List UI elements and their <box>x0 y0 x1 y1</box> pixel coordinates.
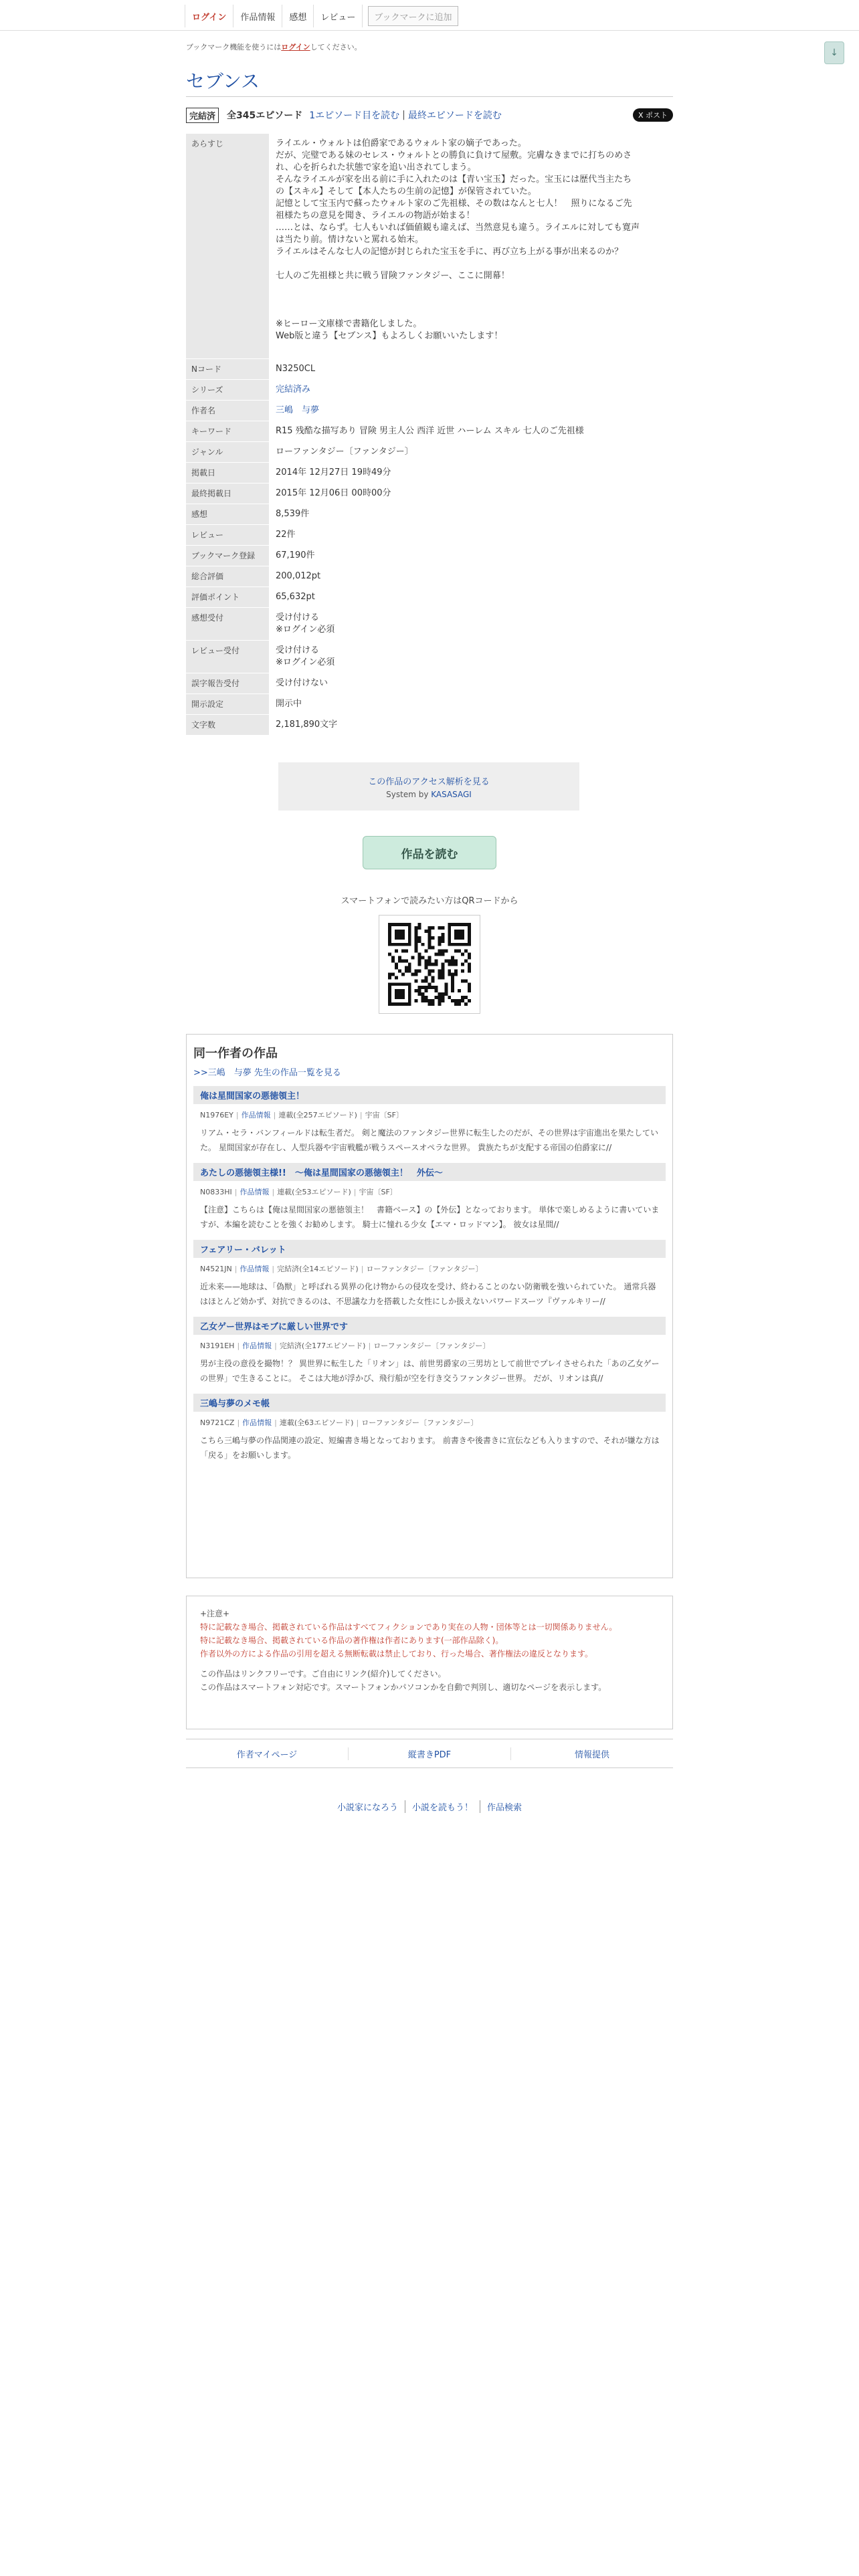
work-meta: N4521JN | 作品情報 | 完結済(全14エピソード) | ローファンタジー〔ファンタジー〕 <box>200 1265 483 1273</box>
work-info-link[interactable]: 作品情報 <box>242 1341 272 1350</box>
x-post-button[interactable]: X ポスト <box>633 108 673 122</box>
vertical-pdf-link[interactable]: 縦書きPDF <box>348 1747 510 1760</box>
info-label: 最終掲載日 <box>186 483 269 504</box>
work-meta: N3191EH | 作品情報 | 完結済(全177エピソード) | ローファンタジー〔ファンタジー〕 <box>200 1341 490 1350</box>
synopsis-line: そんなライエルが家を出る前に手に入れたのは【青い宝玉】だった。宝玉には歴代当主たち <box>276 175 632 185</box>
info-label: 総合評価 <box>186 566 269 586</box>
synopsis-line: ……とは、ならず。七人もいれば価値観も違えば、当然意見も違う。ライエルに対しても寛声 <box>276 223 640 233</box>
work-status: 連載(全63エピソード) <box>279 1418 354 1427</box>
info-label: 感想受付 <box>186 607 269 640</box>
nav-login[interactable]: ログイン <box>185 5 233 27</box>
work-meta: N1976EY | 作品情報 | 連載(全257エピソード) | 宇宙〔SF〕 <box>200 1111 403 1119</box>
info-label: 誤字報告受付 <box>186 673 269 693</box>
synopsis-line: 七人のご先祖様と共に戦う冒険ファンタジー、ここに開幕！ <box>276 271 510 281</box>
system-prefix: System by <box>386 790 432 799</box>
work-summary: 男が主役の意役を撮物！？ 異世界に転生した「リオン」は、前世男爵家の三男坊として前世でプレイさせられた「あの乙女ゲーの世界」で生きることに。 そこは大地が浮かび、飛行船が空を行き交うファンタジー世界。 だが、リオンは真// <box>200 1359 660 1383</box>
info-row-synopsis <box>186 134 673 358</box>
bookmark-notice-text: ブックマーク機能を使うには <box>186 43 282 51</box>
work-info-link[interactable]: 作品情報 <box>240 1265 270 1273</box>
bookmark-notice-text-after: してください。 <box>310 43 362 51</box>
info-value-note: ※ログイン必須 <box>276 624 335 635</box>
work-item <box>193 1086 666 1155</box>
info-label: レビュー受付 <box>186 640 269 673</box>
qr-code-icon <box>388 923 471 1006</box>
work-ncode: N3191EH <box>200 1341 235 1350</box>
work-title-link[interactable]: 乙女ゲー世界はモブに厳しい世界です <box>193 1317 666 1335</box>
bookmark-add-button[interactable]: ブックマークに追加 <box>368 6 458 26</box>
work-info-link[interactable]: 作品情報 <box>240 1188 270 1196</box>
synopsis-line: は当たり前。情けないと罵れる始末。 <box>276 235 424 245</box>
info-value-cell <box>269 714 673 735</box>
info-label: レビュー <box>186 524 269 545</box>
info-value: 2015年 12月06日 00時00分 <box>276 488 391 498</box>
info-row <box>186 462 673 483</box>
info-value-cell <box>269 358 673 379</box>
info-row <box>186 379 673 400</box>
last-episode-link[interactable]: 最終エピソードを読む <box>407 110 502 121</box>
info-value-cell <box>269 640 673 673</box>
work-ncode: N4521JN <box>200 1265 232 1273</box>
work-status: 連載(全53エピソード) <box>277 1188 351 1196</box>
info-label: 評価ポイント <box>186 586 269 607</box>
work-ncode: N0833HI <box>200 1188 232 1196</box>
author-works-list-link[interactable]: >>三嶋 与夢 先生の作品一覧を見る <box>193 1068 341 1078</box>
report-info-link[interactable]: 情報提供 <box>510 1747 673 1760</box>
info-value-cell <box>269 607 673 640</box>
work-title-link[interactable]: あたしの悪徳領主様!! ～俺は星間国家の悪徳領主！ 外伝～ <box>193 1163 666 1181</box>
work-status: 完結済(全14エピソード) <box>277 1265 359 1273</box>
synopsis-line: 記憶として宝玉内で蘇ったウォルト家のご先祖様、その数はなんと七人！ 照りになるご先 <box>276 199 632 209</box>
nav-review[interactable]: レビュー <box>314 5 363 27</box>
info-value: ローファンタジー〔ファンタジー〕 <box>276 446 413 457</box>
bookmark-notice <box>186 41 362 52</box>
work-item <box>193 1163 666 1232</box>
episode-separator: | <box>402 110 405 120</box>
info-row <box>186 441 673 462</box>
title-divider <box>186 96 673 97</box>
work-genre: 宇宙〔SF〕 <box>359 1188 397 1196</box>
top-bar <box>0 0 859 31</box>
nav-work-info[interactable]: 作品情報 <box>233 5 282 27</box>
work-info-table <box>186 134 673 736</box>
status-badge: 完結済 <box>186 108 219 123</box>
synopsis-line: の【スキル】そして【本人たちの生前の記憶】が保管されていた。 <box>276 187 537 197</box>
info-value-cell <box>269 586 673 607</box>
work-info-link[interactable]: 作品情報 <box>242 1418 272 1427</box>
notice-box <box>186 1596 673 1729</box>
info-label: キーワード <box>186 421 269 441</box>
info-label: ブックマーク登録 <box>186 545 269 566</box>
info-label: 作者名 <box>186 400 269 421</box>
novel-title: セブンス <box>186 70 260 92</box>
info-row <box>186 640 673 673</box>
info-value-cell <box>269 483 673 504</box>
info-value-cell <box>269 379 673 400</box>
yomou-link[interactable]: 小説を読もう！ <box>405 1800 480 1813</box>
info-value-link[interactable]: 完結済み <box>276 384 311 395</box>
info-value-cell <box>269 462 673 483</box>
synopsis-line: れ、心を折られた状態で家を追い出されてしまう。 <box>276 163 476 173</box>
qr-code <box>379 915 480 1014</box>
notice-heading: +注意+ <box>200 1609 230 1618</box>
synopsis-text <box>269 134 673 358</box>
notice-red-line: 作者以外の方による作品の引用を超える無断転載は禁止しており、行った場合、著作権法の違反となります。 <box>200 1649 593 1658</box>
info-row <box>186 566 673 586</box>
work-item <box>193 1240 666 1309</box>
work-title-link[interactable]: フェアリー・バレット <box>193 1240 666 1258</box>
work-genre: 宇宙〔SF〕 <box>365 1111 403 1119</box>
nav-impressions[interactable]: 感想 <box>282 5 314 27</box>
info-value-cell <box>269 400 673 421</box>
access-analysis-box <box>278 762 579 811</box>
same-author-works <box>186 1034 673 1578</box>
work-status: 連載(全257エピソード) <box>278 1111 357 1119</box>
info-value-cell <box>269 421 673 441</box>
synopsis-line <box>276 306 666 318</box>
info-label: ジャンル <box>186 441 269 462</box>
work-info-link[interactable]: 作品情報 <box>241 1111 271 1119</box>
info-value-cell <box>269 545 673 566</box>
info-value: 22件 <box>276 529 296 540</box>
work-genre: ローファンタジー〔ファンタジー〕 <box>361 1418 478 1427</box>
episode-count: 全345エピソード <box>227 110 303 121</box>
work-title-link[interactable]: 三嶋与夢のメモ帳 <box>193 1394 666 1412</box>
author-mypage-link[interactable]: 作者マイページ <box>236 1749 298 1760</box>
same-author-heading: 同一作者の作品 <box>193 1047 278 1061</box>
kasasagi-link[interactable]: KASASAGI <box>431 790 472 799</box>
work-item <box>193 1394 666 1463</box>
info-value: 200,012pt <box>276 570 321 581</box>
info-value: 受け付けない <box>276 677 328 688</box>
info-label: 文字数 <box>186 714 269 735</box>
synopsis-line: ※ヒーロー文庫様で書籍化しました。 <box>276 319 422 329</box>
info-row <box>186 714 673 735</box>
info-value: R15 残酷な描写あり 冒険 男主人公 西洋 近世 ハーレム スキル 七人のご先祖様 <box>276 425 584 436</box>
info-label: Nコード <box>186 358 269 379</box>
info-value: 65,632pt <box>276 591 315 602</box>
work-ncode: N9721CZ <box>200 1418 235 1427</box>
info-row <box>186 358 673 379</box>
info-value: 67,190件 <box>276 550 315 560</box>
info-value-cell <box>269 693 673 714</box>
top-nav <box>185 5 458 27</box>
notice-line: この作品はスマートフォン対応です。スマートフォンかパソコンかを自動で判別し、適切なページを表示します。 <box>200 1683 607 1692</box>
notice-line: この作品はリンクフリーです。ご自由にリンク(紹介)してください。 <box>200 1669 446 1679</box>
info-value: 受け付ける <box>276 645 320 655</box>
qr-caption: スマートフォンで読みたい方はQRコードから <box>341 896 518 906</box>
info-value-cell <box>269 504 673 524</box>
works-list <box>193 1086 666 1463</box>
info-label: 開示設定 <box>186 693 269 714</box>
info-value: 開示中 <box>276 698 302 709</box>
work-meta: N9721CZ | 作品情報 | 連載(全63エピソード) | ローファンタジー〔ファンタジー〕 <box>200 1418 478 1427</box>
info-value-note: ※ログイン必須 <box>276 657 335 667</box>
info-row <box>186 524 673 545</box>
info-label: シリーズ <box>186 379 269 400</box>
synopsis-line: だが、完璧である妹のセレス・ウォルトとの勝負に負けて屋敷。完膚なきまでに打ちのめさ <box>276 150 632 160</box>
work-summary: こちら三嶋与夢の作品関連の設定、短編書き場となっております。 前書きや後書きに宣伝なども入りますので、それが嫌な方は「戻る」をお願いします。 <box>200 1436 660 1460</box>
scroll-down-button[interactable] <box>824 41 844 64</box>
notice-red-line: 特に記載なき場合、掲載されている作品はすべてフィクションであり実在の人物・団体等とは一切関係ありません。 <box>200 1622 617 1632</box>
info-row <box>186 607 673 640</box>
info-value: N3250CL <box>276 363 316 374</box>
info-value: 2014年 12月27日 19時49分 <box>276 467 391 477</box>
info-value-cell <box>269 524 673 545</box>
info-row <box>186 693 673 714</box>
work-summary: 近未来——地球は、「偽獣」と呼ばれる異界の化け物からの侵攻を受け、終わることのない防衛戦を強いられていた。 通常兵器はほとんど効かず、対抗できるのは、不思議な力を搭載した女性にしか扱えないパワードスーツ『ヴァルキリー// <box>200 1282 656 1306</box>
info-row <box>186 586 673 607</box>
work-meta: N0833HI | 作品情報 | 連載(全53エピソード) | 宇宙〔SF〕 <box>200 1188 397 1196</box>
work-status: 完結済(全177エピソード) <box>279 1341 366 1350</box>
site-footer-links <box>0 1800 859 1813</box>
work-genre: ローファンタジー〔ファンタジー〕 <box>366 1265 483 1273</box>
synopsis-line <box>276 258 666 270</box>
info-value-cell <box>269 441 673 462</box>
info-label: 感想 <box>186 504 269 524</box>
work-ncode: N1976EY <box>200 1111 233 1119</box>
synopsis-line: ライエル・ウォルトは伯爵家であるウォルト家の嫡子であった。 <box>276 138 527 148</box>
notice-red-line: 特に記載なき場合、掲載されている作品の著作権は作者にあります(一部作品除く)。 <box>200 1636 504 1645</box>
narou-link[interactable]: 小説家になろう <box>337 1803 398 1813</box>
synopsis-line: 祖様たちの意見を聞き、ライエルの物語が始まる！ <box>276 211 475 221</box>
info-value-cell <box>269 673 673 693</box>
episode-row <box>186 107 673 123</box>
info-row <box>186 545 673 566</box>
work-search-link[interactable]: 作品検索 <box>480 1800 529 1813</box>
info-label: あらすじ <box>186 134 269 358</box>
access-analysis-link[interactable]: この作品のアクセス解析を見る <box>368 777 490 787</box>
first-episode-link[interactable]: 1エピソード目を読む <box>309 110 400 121</box>
footer-links <box>186 1739 673 1768</box>
work-item <box>193 1317 666 1386</box>
read-work-button[interactable]: 作品を読む <box>363 836 496 869</box>
synopsis-line: Web版と違う【セブンス】もよろしくお願いいたします！ <box>276 331 503 341</box>
info-row <box>186 673 673 693</box>
info-label: 掲載日 <box>186 462 269 483</box>
info-row <box>186 504 673 524</box>
synopsis-line <box>276 294 666 306</box>
info-row <box>186 421 673 441</box>
work-summary: 【注意】こちらは【俺は星間国家の悪徳領主！ 書籍ベース】の【外伝】となっております。 単体で楽しめるように書いていますが、本編を読むことを強くお勧めします。 騎士に憧れる少女【エマ・ロッドマン】。 彼女は星間// <box>200 1205 660 1229</box>
bookmark-notice-login-link[interactable]: ログイン <box>281 43 310 51</box>
info-value: 2,181,890文字 <box>276 719 338 730</box>
synopsis-line <box>276 282 666 294</box>
info-value-cell <box>269 566 673 586</box>
work-summary: リアム・セラ・バンフィールドは転生者だ。 剣と魔法のファンタジー世界に転生したのだが、その世界は宇宙進出を果たしていた。 星間国家が存在し、人型兵器や宇宙戦艦が戦うスペースオペラな世界。 貴族たちが支配する帝国の伯爵家に// <box>200 1128 659 1152</box>
work-genre: ローファンタジー〔ファンタジー〕 <box>373 1341 490 1350</box>
system-credit <box>278 790 579 799</box>
arrow-down-icon: ↓ <box>830 47 838 58</box>
info-row <box>186 400 673 421</box>
synopsis-line: ライエルはそんな七人の記憶が封じられた宝玉を手に、再び立ち上がる事が出来るのか？ <box>276 247 624 257</box>
info-value: 8,539件 <box>276 508 310 519</box>
info-row <box>186 483 673 504</box>
work-title-link[interactable]: 俺は星間国家の悪徳領主！ <box>193 1086 666 1104</box>
info-value: 受け付ける <box>276 612 320 623</box>
info-value-link[interactable]: 三嶋 与夢 <box>276 405 320 415</box>
